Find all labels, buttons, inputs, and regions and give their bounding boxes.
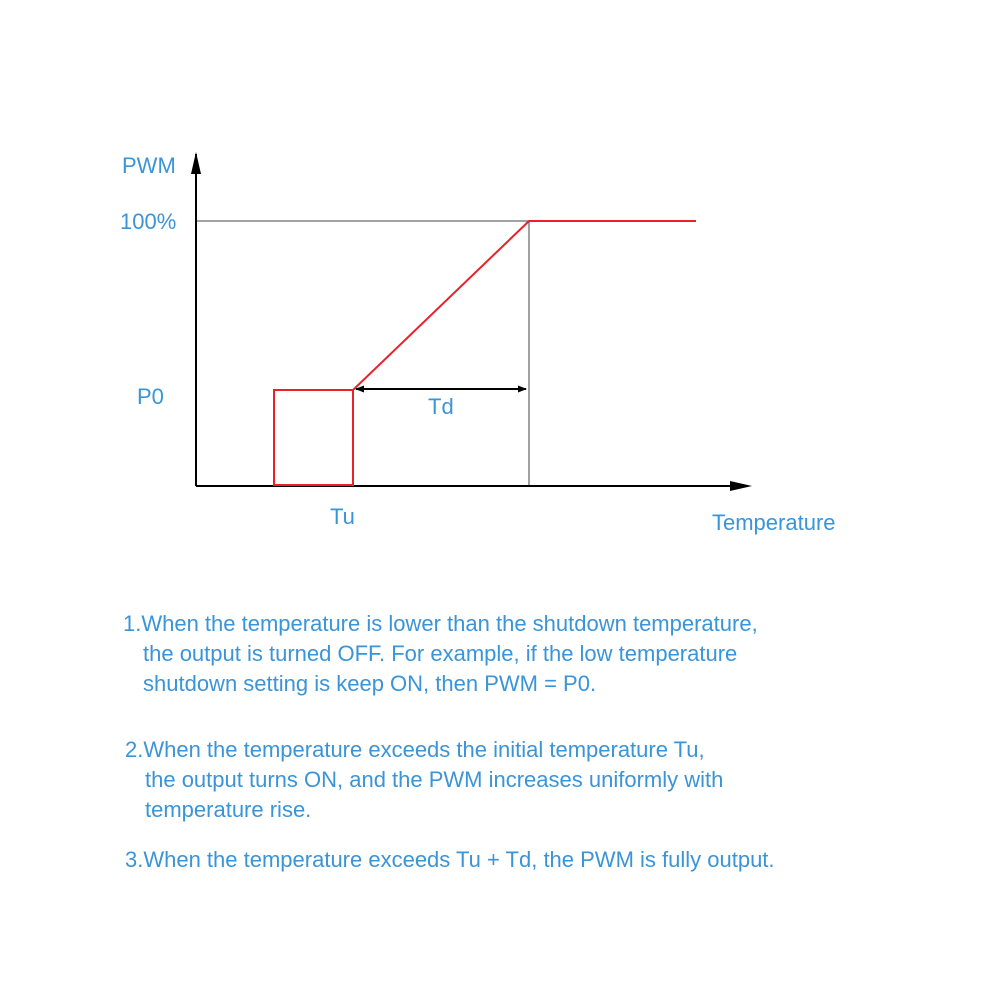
note-1 — [123, 609, 758, 699]
note-2 — [125, 735, 723, 825]
x-axis-label: Temperature — [712, 510, 836, 535]
note-1-line-3: shutdown setting is keep ON, then PWM = P0. — [143, 671, 597, 696]
note-2-line-3: temperature rise. — [145, 797, 312, 822]
note-2-line-2: the output turns ON, and the PWM increases uniformly with — [145, 767, 724, 792]
full-level-label: 100% — [120, 209, 177, 234]
y-axis-label: PWM — [122, 153, 176, 178]
y-axis-arrow-icon — [191, 152, 201, 174]
note-2-line-1: 2.When the temperature exceeds the initial temperature Tu, — [125, 737, 705, 762]
note-1-line-1: 1.When the temperature is lower than the shutdown temperature, — [123, 611, 758, 636]
note-1-line-2: the output is turned OFF. For example, if the low temperature — [143, 641, 738, 666]
p0-level-label: P0 — [137, 384, 164, 409]
pwm-curve — [274, 221, 696, 486]
note-3 — [125, 845, 775, 875]
note-3-line-1: 3.When the temperature exceeds Tu + Td, the PWM is fully output. — [125, 847, 775, 872]
tu-label: Tu — [330, 504, 355, 529]
x-axis-arrow-icon — [730, 481, 752, 491]
td-label: Td — [428, 394, 454, 419]
